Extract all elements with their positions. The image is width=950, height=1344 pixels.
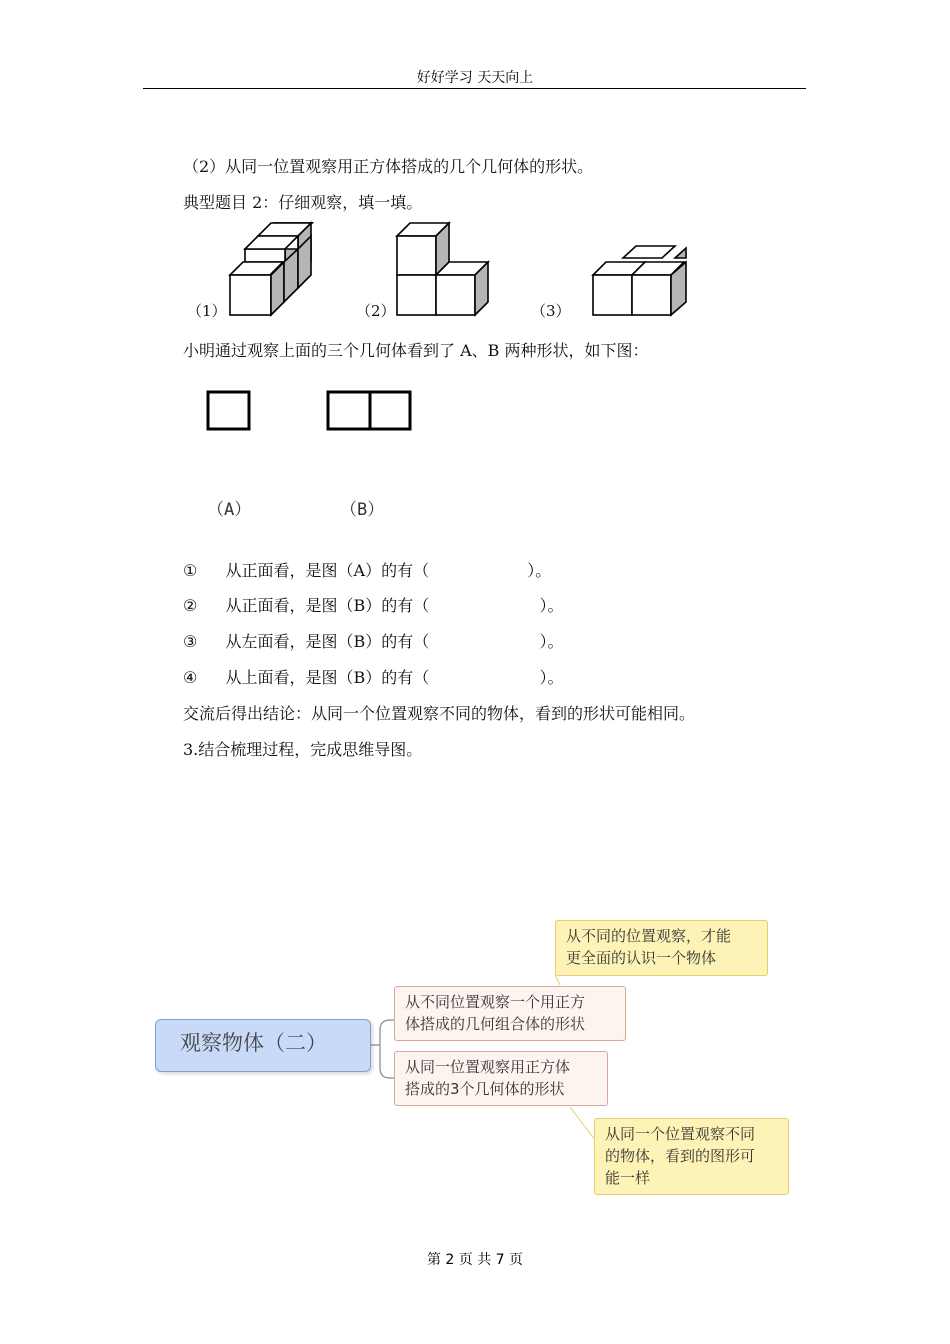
mindmap-root: 观察物体（二） <box>155 1019 371 1072</box>
question-text: 从正面看，是图（B）的有（ <box>225 596 430 615</box>
note-1-line-1: 从不同的位置观察，才能 <box>566 927 732 945</box>
question-text: 从上面看，是图（B）的有（ <box>225 668 430 687</box>
question-close: ）。 <box>527 561 552 580</box>
question-number: ③ <box>183 632 198 651</box>
figure-1-label: （1） <box>187 302 227 320</box>
question-number: ① <box>183 561 198 580</box>
problem-title: 典型题目 2：仔细观察，填一填。 <box>183 193 423 212</box>
note-2-line-3: 能一样 <box>605 1169 651 1187</box>
mindmap-note-2 <box>594 1118 789 1195</box>
question-text: 从左面看，是图（B）的有（ <box>225 632 430 651</box>
shape-a-label: （A） <box>207 500 252 520</box>
question-number: ④ <box>183 668 198 687</box>
page-header: 好好学习 天天向上 <box>416 70 534 86</box>
section-line: （2）从同一位置观察用正方体搭成的几个几何体的形状。 <box>183 157 594 176</box>
page-footer: 第 2 页 共 7 页 <box>426 1252 524 1268</box>
branch-2-line-2: 搭成的3个几何体的形状 <box>405 1080 565 1098</box>
note-1-line-2: 更全面的认识一个物体 <box>566 949 717 967</box>
question-close: ）。 <box>539 668 564 687</box>
question-close: ）。 <box>539 632 564 651</box>
question-close: ）。 <box>539 596 564 615</box>
note-2-line-2: 的物体，看到的图形可 <box>605 1147 756 1165</box>
question-text: 从正面看，是图（A）的有（ <box>225 561 430 580</box>
conclusion-line: 交流后得出结论：从同一个位置观察不同的物体，看到的形状可能相同。 <box>183 704 696 723</box>
branch-1-line-1: 从不同位置观察一个用正方 <box>405 993 586 1011</box>
question-number: ② <box>183 596 198 615</box>
mindmap-note-1 <box>555 920 768 976</box>
figure-3-label: （3） <box>531 302 571 320</box>
mindmap-branch-1 <box>394 986 626 1041</box>
observation-line: 小明通过观察上面的三个几何体看到了 A、B 两种形状，如下图： <box>183 341 649 360</box>
mindmap-branch-2 <box>394 1051 608 1106</box>
figure-2-label: （2） <box>356 302 396 320</box>
shape-b-label: （B） <box>340 500 385 520</box>
note-2-line-1: 从同一个位置观察不同 <box>605 1125 756 1143</box>
branch-2-line-1: 从同一位置观察用正方体 <box>405 1058 571 1076</box>
branch-1-line-2: 体搭成的几何组合体的形状 <box>405 1015 586 1033</box>
mindmap-instruction: 3.结合梳理过程，完成思维导图。 <box>183 740 423 759</box>
